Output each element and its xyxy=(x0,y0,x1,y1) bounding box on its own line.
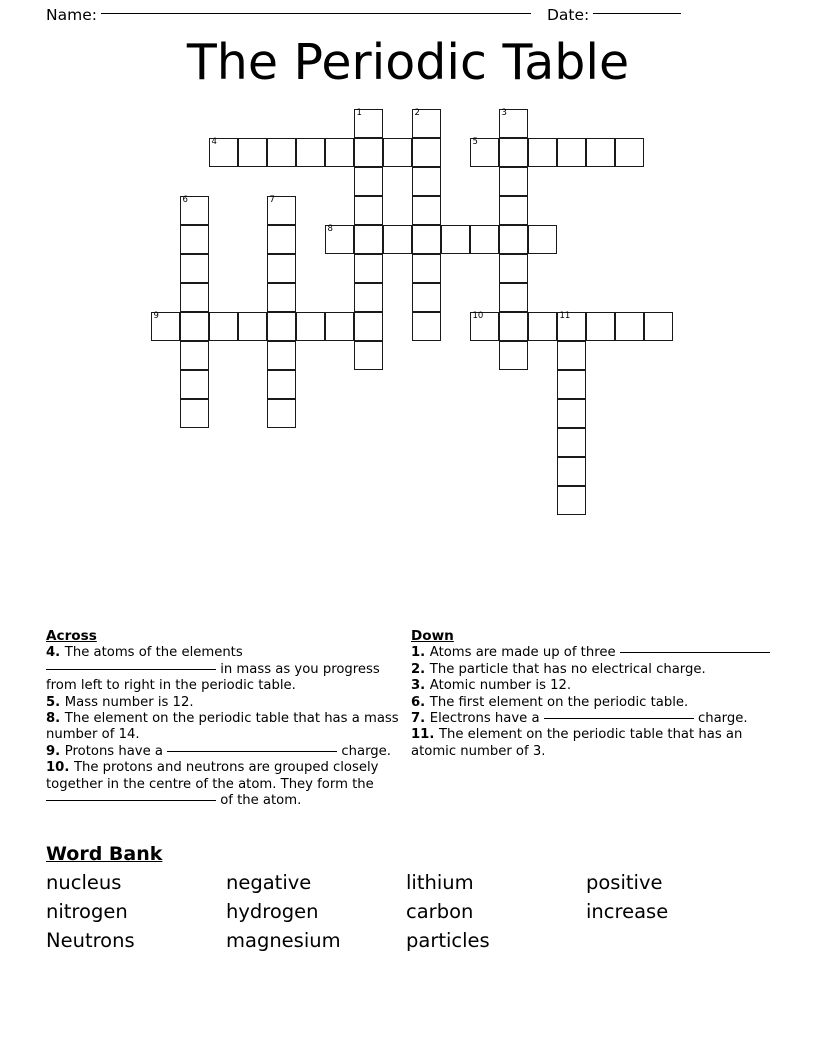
crossword-cell[interactable] xyxy=(354,167,383,196)
clue-text-after: of the atom. xyxy=(216,793,302,809)
word-bank-list xyxy=(46,872,770,952)
word-bank-word: increase xyxy=(586,900,669,923)
crossword-cell[interactable] xyxy=(412,312,441,341)
crossword-cell[interactable] xyxy=(296,138,325,167)
down-clue xyxy=(411,695,771,711)
crossword-cell[interactable] xyxy=(383,225,412,254)
across-clue xyxy=(46,744,402,760)
down-clue xyxy=(411,711,771,727)
crossword-cell[interactable] xyxy=(528,138,557,167)
clue-number: 6. xyxy=(411,694,430,710)
clue-text: Protons have a xyxy=(64,743,163,759)
crossword-cell[interactable] xyxy=(267,399,296,428)
clue-number: 5. xyxy=(46,694,65,710)
across-clues-section xyxy=(46,628,402,809)
crossword-cell[interactable] xyxy=(180,283,209,312)
down-clue xyxy=(411,727,771,760)
crossword-cell[interactable] xyxy=(354,109,383,138)
crossword-cell[interactable] xyxy=(325,225,354,254)
word-bank-word: Neutrons xyxy=(46,929,135,952)
cell-number: 2 xyxy=(414,108,420,118)
across-clue xyxy=(46,711,402,744)
word-bank-word: carbon xyxy=(406,900,474,923)
crossword-cell[interactable] xyxy=(209,312,238,341)
crossword-cell[interactable] xyxy=(557,428,586,457)
clue-answer-blank[interactable] xyxy=(620,652,770,653)
crossword-cell[interactable] xyxy=(267,225,296,254)
crossword-cell[interactable] xyxy=(354,254,383,283)
word-bank-word: nucleus xyxy=(46,871,122,894)
clue-text: Atomic number is 12. xyxy=(429,678,572,694)
clue-text-after: in mass as you progress from left to right in the periodic table. xyxy=(46,661,380,694)
crossword-cell[interactable] xyxy=(499,109,528,138)
cell-number: 4 xyxy=(211,137,217,147)
crossword-cell[interactable] xyxy=(180,196,209,225)
crossword-cell[interactable] xyxy=(499,196,528,225)
crossword-cell[interactable] xyxy=(586,312,615,341)
crossword-cell[interactable] xyxy=(354,225,383,254)
cell-number: 1 xyxy=(356,108,362,118)
clue-number: 11. xyxy=(411,727,439,743)
clue-answer-blank[interactable] xyxy=(46,800,216,801)
word-bank-word: hydrogen xyxy=(226,900,319,923)
crossword-cell[interactable] xyxy=(296,312,325,341)
cell-number: 5 xyxy=(472,137,478,147)
crossword-cell[interactable] xyxy=(180,312,209,341)
down-clue xyxy=(411,662,771,678)
crossword-cell[interactable] xyxy=(238,138,267,167)
across-clue xyxy=(46,645,402,694)
down-clue xyxy=(411,678,771,694)
crossword-cell[interactable] xyxy=(180,225,209,254)
crossword-cell[interactable] xyxy=(267,312,296,341)
cell-number: 10 xyxy=(472,311,484,321)
crossword-cell[interactable] xyxy=(528,312,557,341)
cell-number: 7 xyxy=(269,195,275,205)
crossword-cell[interactable] xyxy=(267,283,296,312)
crossword-cell[interactable] xyxy=(412,225,441,254)
crossword-cell[interactable] xyxy=(412,254,441,283)
word-bank-word: nitrogen xyxy=(46,900,128,923)
crossword-cell[interactable] xyxy=(412,167,441,196)
crossword-cell[interactable] xyxy=(557,399,586,428)
name-label: Name: xyxy=(46,6,97,24)
clue-number: 1. xyxy=(411,645,430,661)
crossword-cell[interactable] xyxy=(354,341,383,370)
word-bank-word: lithium xyxy=(406,871,474,894)
cell-number: 9 xyxy=(153,311,159,321)
down-clues-section xyxy=(411,628,771,760)
clue-text: Electrons have a xyxy=(429,711,540,727)
crossword-cell[interactable] xyxy=(267,196,296,225)
crossword-cell[interactable] xyxy=(644,312,673,341)
crossword-cell[interactable] xyxy=(441,225,470,254)
crossword-cell[interactable] xyxy=(470,225,499,254)
word-bank-word: negative xyxy=(226,871,312,894)
crossword-cell[interactable] xyxy=(325,138,354,167)
crossword-cell[interactable] xyxy=(354,312,383,341)
clue-text-after: charge. xyxy=(693,711,748,727)
crossword-cell[interactable] xyxy=(557,370,586,399)
clue-number: 4. xyxy=(46,645,65,661)
clue-number: 3. xyxy=(411,678,430,694)
crossword-cell[interactable] xyxy=(499,341,528,370)
clue-number: 10. xyxy=(46,760,74,776)
crossword-cell[interactable] xyxy=(499,283,528,312)
crossword-cell[interactable] xyxy=(412,109,441,138)
crossword-cell[interactable] xyxy=(412,196,441,225)
down-clue xyxy=(411,645,771,661)
crossword-cell[interactable] xyxy=(557,138,586,167)
crossword-cell[interactable] xyxy=(499,312,528,341)
cell-number: 8 xyxy=(327,224,333,234)
crossword-cell[interactable] xyxy=(180,341,209,370)
page-title: The Periodic Table xyxy=(186,34,630,91)
clue-text: Atoms are made up of three xyxy=(429,645,616,661)
clue-text: The particle that has no electrical charge. xyxy=(429,661,706,677)
date-label: Date: xyxy=(546,6,590,24)
clue-number: 2. xyxy=(411,661,430,677)
word-bank-title: Word Bank xyxy=(46,843,163,865)
crossword-cell[interactable] xyxy=(470,312,499,341)
across-clue xyxy=(46,695,402,711)
crossword-cell[interactable] xyxy=(412,283,441,312)
crossword-cell[interactable] xyxy=(267,254,296,283)
clue-number: 7. xyxy=(411,711,430,727)
crossword-cell[interactable] xyxy=(470,138,499,167)
across-heading: Across xyxy=(46,628,97,644)
crossword-cell[interactable] xyxy=(615,138,644,167)
crossword-cell[interactable] xyxy=(499,138,528,167)
word-bank-section xyxy=(46,843,770,952)
clue-text-after: charge. xyxy=(337,743,391,759)
crossword-cell[interactable] xyxy=(180,370,209,399)
down-clue-list xyxy=(411,645,771,760)
down-heading: Down xyxy=(411,628,454,644)
crossword-cell[interactable] xyxy=(180,254,209,283)
cell-number: 6 xyxy=(182,195,188,205)
word-bank-word: magnesium xyxy=(226,929,341,952)
clue-answer-blank[interactable] xyxy=(544,718,694,719)
crossword-cell[interactable] xyxy=(586,138,615,167)
crossword-cell[interactable] xyxy=(499,167,528,196)
crossword-cell[interactable] xyxy=(557,341,586,370)
crossword-cell[interactable] xyxy=(557,457,586,486)
word-bank-word: positive xyxy=(586,871,663,894)
clue-number: 9. xyxy=(46,743,65,759)
crossword-cell[interactable] xyxy=(267,138,296,167)
clue-text: The element on the periodic table that has an atomic number of 3. xyxy=(411,727,743,759)
crossword-cell[interactable] xyxy=(354,138,383,167)
crossword-cell[interactable] xyxy=(180,399,209,428)
across-clue xyxy=(46,760,402,809)
crossword-cell[interactable] xyxy=(238,312,267,341)
crossword-cell[interactable] xyxy=(354,283,383,312)
clue-text: The first element on the periodic table. xyxy=(429,694,689,710)
crossword-cell[interactable] xyxy=(557,312,586,341)
word-bank-word: particles xyxy=(406,929,490,952)
clue-text: The element on the periodic table that has a mass number of 14. xyxy=(46,711,399,743)
crossword-cell[interactable] xyxy=(325,312,354,341)
crossword-cell[interactable] xyxy=(151,312,180,341)
clue-text: The atoms of the elements xyxy=(64,645,243,661)
clue-text: Mass number is 12. xyxy=(64,694,194,710)
clue-number: 8. xyxy=(46,711,65,727)
crossword-cell[interactable] xyxy=(383,138,412,167)
crossword-cell[interactable] xyxy=(557,486,586,515)
crossword-cell[interactable] xyxy=(499,254,528,283)
crossword-cell[interactable] xyxy=(412,138,441,167)
crossword-cell[interactable] xyxy=(499,225,528,254)
clue-answer-blank[interactable] xyxy=(46,669,216,670)
crossword-cell[interactable] xyxy=(209,138,238,167)
crossword-cell[interactable] xyxy=(267,370,296,399)
across-clue-list xyxy=(46,645,402,809)
crossword-cell[interactable] xyxy=(615,312,644,341)
clue-text: The protons and neutrons are grouped closely together in the centre of the atom. They form the xyxy=(46,760,379,792)
crossword-cell[interactable] xyxy=(354,196,383,225)
crossword-cell[interactable] xyxy=(267,341,296,370)
cell-number: 3 xyxy=(501,108,507,118)
cell-number: 11 xyxy=(559,311,571,321)
clue-answer-blank[interactable] xyxy=(167,751,337,752)
crossword-cell[interactable] xyxy=(528,225,557,254)
